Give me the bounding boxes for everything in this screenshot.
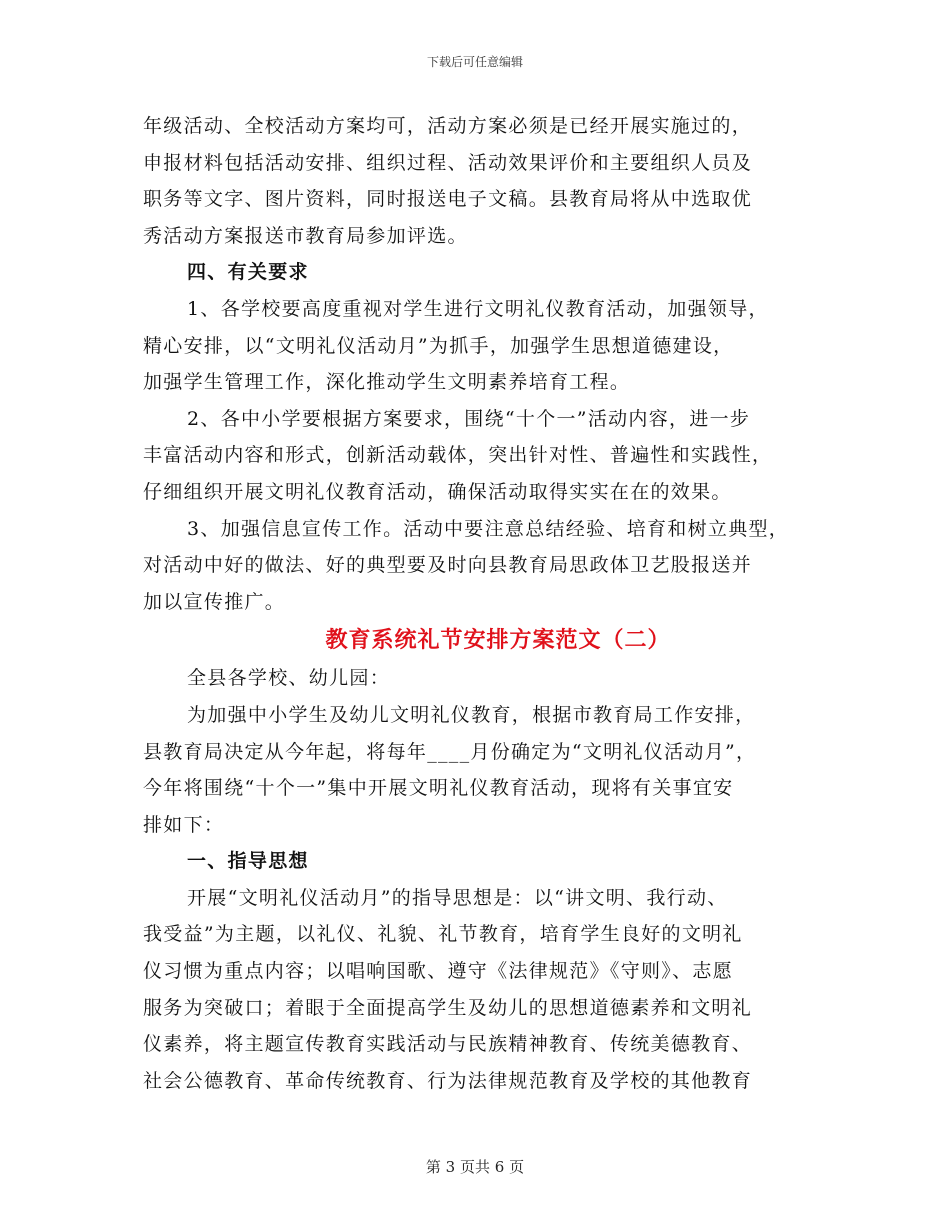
paragraph-line: 申报材料包括活动安排、组织过程、活动效果评价和主要组织人员及 [143, 151, 753, 174]
paragraph-line: 3、加强信息宣传工作。活动中要注意总结经验、培育和树立典型， [187, 517, 790, 540]
section-heading-requirements: 四、有关要求 [187, 261, 309, 284]
paragraph-line: 加强学生管理工作，深化推动学生文明素养培育工程。 [143, 371, 631, 394]
paragraph-line: 服务为突破口；着眼于全面提高学生及幼儿的思想道德素养和文明礼 [143, 996, 753, 1019]
paragraph-line: 职务等文字、图片资料，同时报送电子文稿。县教育局将从中选取优 [143, 188, 753, 211]
page-footer: 第 3 页共 6 页 [425, 1158, 525, 1176]
paragraph-line: 我受益”为主题，以礼仪、礼貌、礼节教育，培育学生良好的文明礼 [143, 923, 743, 946]
paragraph-line: 县教育局决定从今年起，将每年____月份确定为“文明礼仪活动月”， [143, 740, 757, 763]
paragraph-line: 丰富活动内容和形式，创新活动载体，突出针对性、普遍性和实践性， [143, 444, 773, 467]
paragraph-line: 2、各中小学要根据方案要求，围绕“十个一”活动内容，进一步 [187, 407, 751, 430]
paragraph-line: 社会公德教育、革命传统教育、行为法律规范教育及学校的其他教育 [143, 1069, 753, 1092]
paragraph-line: 精心安排，以“文明礼仪活动月”为抓手，加强学生思想道德建设， [143, 334, 734, 357]
paragraph-line: 为加强中小学生及幼儿文明礼仪教育，根据市教育局工作安排， [187, 703, 756, 726]
paragraph-line: 仪习惯为重点内容；以唱响国歌、遵守《法律规范》《守则》、志愿 [143, 960, 734, 983]
paragraph-line: 秀活动方案报送市教育局参加评选。 [143, 224, 468, 247]
paragraph-line: 仪素养，将主题宣传教育实践活动与民族精神教育、传统美德教育、 [143, 1033, 753, 1056]
paragraph-line: 今年将围绕“十个一”集中开展文明礼仪教育活动，现将有关事宜安 [143, 777, 734, 800]
page-header: 下载后可任意编辑 [426, 55, 523, 69]
salutation: 全县各学校、幼儿园： [187, 667, 391, 690]
paragraph-line: 排如下： [143, 813, 225, 836]
paragraph-line: 加以宣传推广。 [143, 590, 286, 613]
document-body [143, 108, 823, 1099]
paragraph-line: 对活动中好的做法、好的典型要及时向县教育局思政体卫艺股报送并 [143, 554, 753, 577]
paragraph-line: 开展“文明礼仪活动月”的指导思想是：以“讲文明、我行动、 [187, 886, 728, 909]
paragraph-line: 年级活动、全校活动方案均可，活动方案必须是已经开展实施过的， [143, 115, 753, 137]
paragraph-line: 仔细组织开展文明礼仪教育活动，确保活动取得实实在在的效果。 [143, 480, 732, 503]
section-heading-guiding-thought: 一、指导思想 [187, 850, 309, 873]
document-title: 教育系统礼节安排方案范文（二） [325, 627, 671, 654]
paragraph-line: 1、各学校要高度重视对学生进行文明礼仪教育活动，加强领导， [187, 297, 769, 320]
